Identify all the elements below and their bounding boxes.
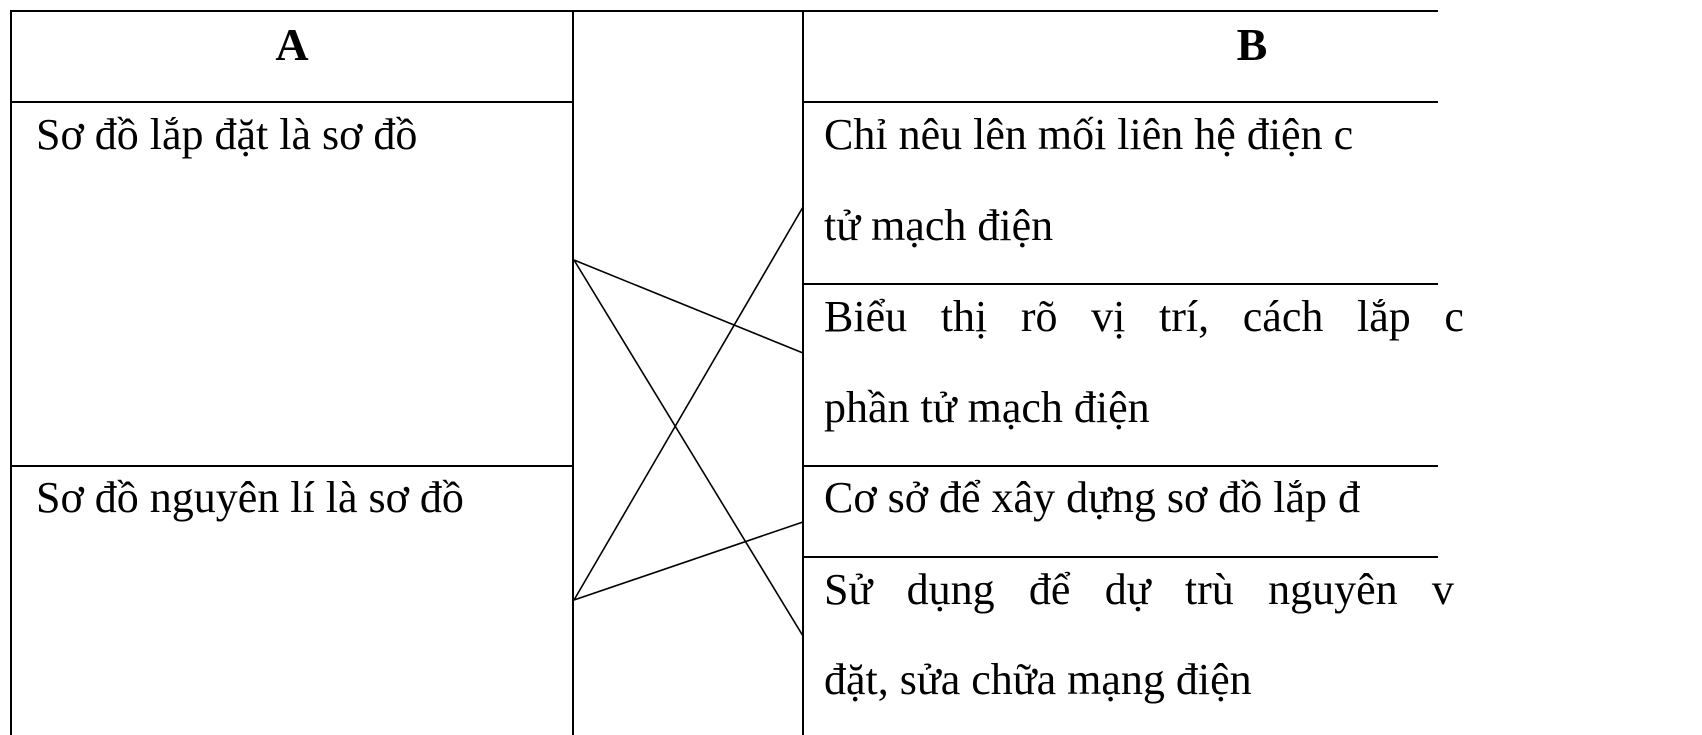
header-a: A [275,19,309,70]
connector-line [574,260,803,636]
word: Biểu [824,292,908,341]
word: để [1028,565,1071,614]
column-b-item-2-line-1 [824,272,1464,362]
column-a-item-1: Sơ đồ lắp đặt là sơ đồ [36,110,418,159]
column-b-item-3-line-1: Cơ sở để xây dựng sơ đồ lắp đ [824,473,1361,522]
word: dự [1104,565,1151,614]
column-b-item-4-line-2: đặt, sửa chữa mạng điện [824,655,1252,704]
column-a-item-2: Sơ đồ nguyên lí là sơ đồ [36,473,464,522]
word: Sử [824,565,873,614]
word: dụng [906,565,995,614]
word: nguyên [1268,565,1398,614]
word: trí, [1159,292,1210,341]
column-b-item-4-line-1 [824,545,1454,635]
connector-line [574,260,803,353]
connector-line [574,207,803,600]
column-b-item-2-line-2: phần tử mạch điện [824,383,1150,432]
word: thị [940,292,988,341]
word: c [1444,292,1464,341]
word: cách [1242,292,1324,341]
word: trù [1184,565,1234,614]
column-b-item-1-line-1: Chỉ nêu lên mối liên hệ điện c [824,110,1354,159]
column-b-item-1-line-2: tử mạch điện [824,201,1054,250]
word: rõ [1020,292,1058,341]
column-b-left-border [802,10,804,735]
header-b: B [1236,19,1268,70]
word: vị [1091,292,1126,341]
table-left-border [10,10,12,735]
connector-line [574,522,803,600]
word: v [1431,565,1454,614]
column-a-right-border [572,10,574,735]
word: lắp [1357,292,1411,341]
